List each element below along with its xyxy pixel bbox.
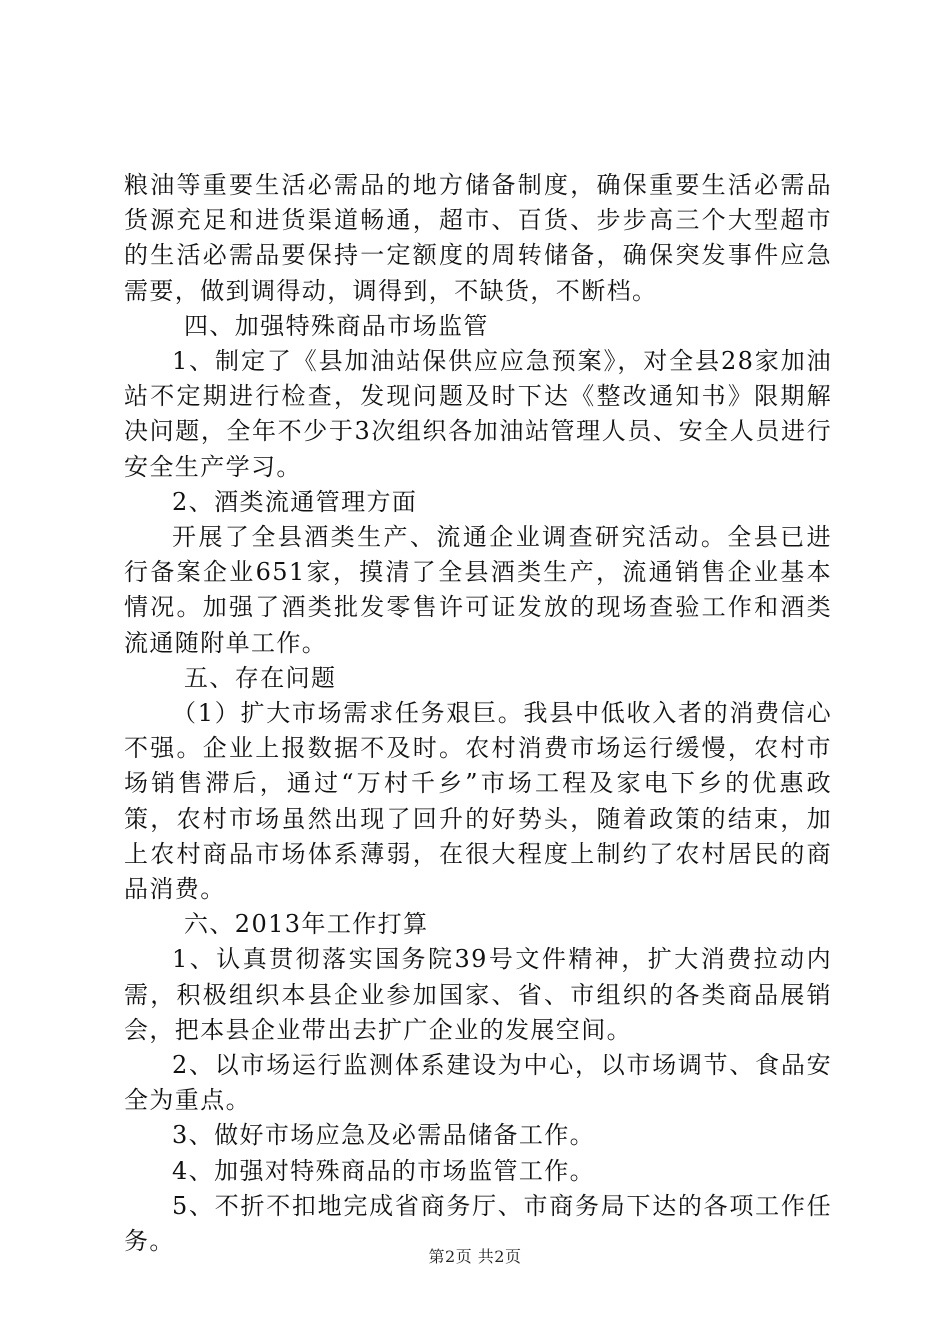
paragraph-gas-station-plan: 1、制定了《县加油站保供应应急预案》，对全县28家加油站不定期进行检查，发现问题及时下达《整改通知书》限期解决问题，全年不少于3次组织各加油站管理人员、安全人员进行安全生产学习。 — [124, 347, 832, 481]
document-body — [124, 168, 832, 1259]
subheading-liquor-management: 2、酒类流通管理方面 — [172, 487, 418, 516]
plan-item-5: 5、不折不扣地完成省商务厅、市商务局下达的各项工作任务。 — [124, 1191, 832, 1256]
section-heading-special-goods: 四、加强特殊商品市场监管 — [184, 311, 489, 340]
plan-item-2: 2、以市场运行监测体系建设为中心，以市场调节、食品安全为重点。 — [124, 1051, 832, 1115]
paragraph-liquor-survey: 开展了全县酒类生产、流通企业调查研究活动。全县已进行备案企业651家，摸清了全县酒类生产，流通销售企业基本情况。加强了酒类批发零售许可证发放的现场查验工作和酒类流通随附单工作。 — [124, 523, 832, 657]
plan-item-3: 3、做好市场应急及必需品储备工作。 — [172, 1121, 596, 1150]
plan-item-1: 1、认真贯彻落实国务院39号文件精神，扩大消费拉动内需，积极组织本县企业参加国家、省、市组织的各类商品展销会，把本县企业带出去扩广企业的发展空间。 — [124, 945, 832, 1044]
paragraph-market-demand: （1）扩大市场需求任务艰巨。我县中低收入者的消费信心不强。企业上报数据不及时。农村消费市场运行缓慢，农村市场销售滞后，通过“万村千乡”市场工程及家电下乡的优惠政策，农村市场虽然出现了回升的好势头，随着政策的结束，加上农村商品市场体系薄弱，在很大程度上制约了农村居民的商品消费。 — [124, 699, 832, 904]
page-footer: 第2页 共2页 — [428, 1247, 522, 1266]
section-heading-2013-plan: 六、2013年工作打算 — [184, 910, 429, 939]
plan-item-4: 4、加强对特殊商品的市场监管工作。 — [172, 1156, 596, 1185]
paragraph-reserve-system: 粮油等重要生活必需品的地方储备制度，确保重要生活必需品货源充足和进货渠道畅通，超市、百货、步步高三个大型超市的生活必需品要保持一定额度的周转储备，确保突发事件应急需要，做到调得动，调得到，不缺货，不断档。 — [124, 171, 832, 305]
section-heading-problems: 五、存在问题 — [184, 663, 337, 692]
